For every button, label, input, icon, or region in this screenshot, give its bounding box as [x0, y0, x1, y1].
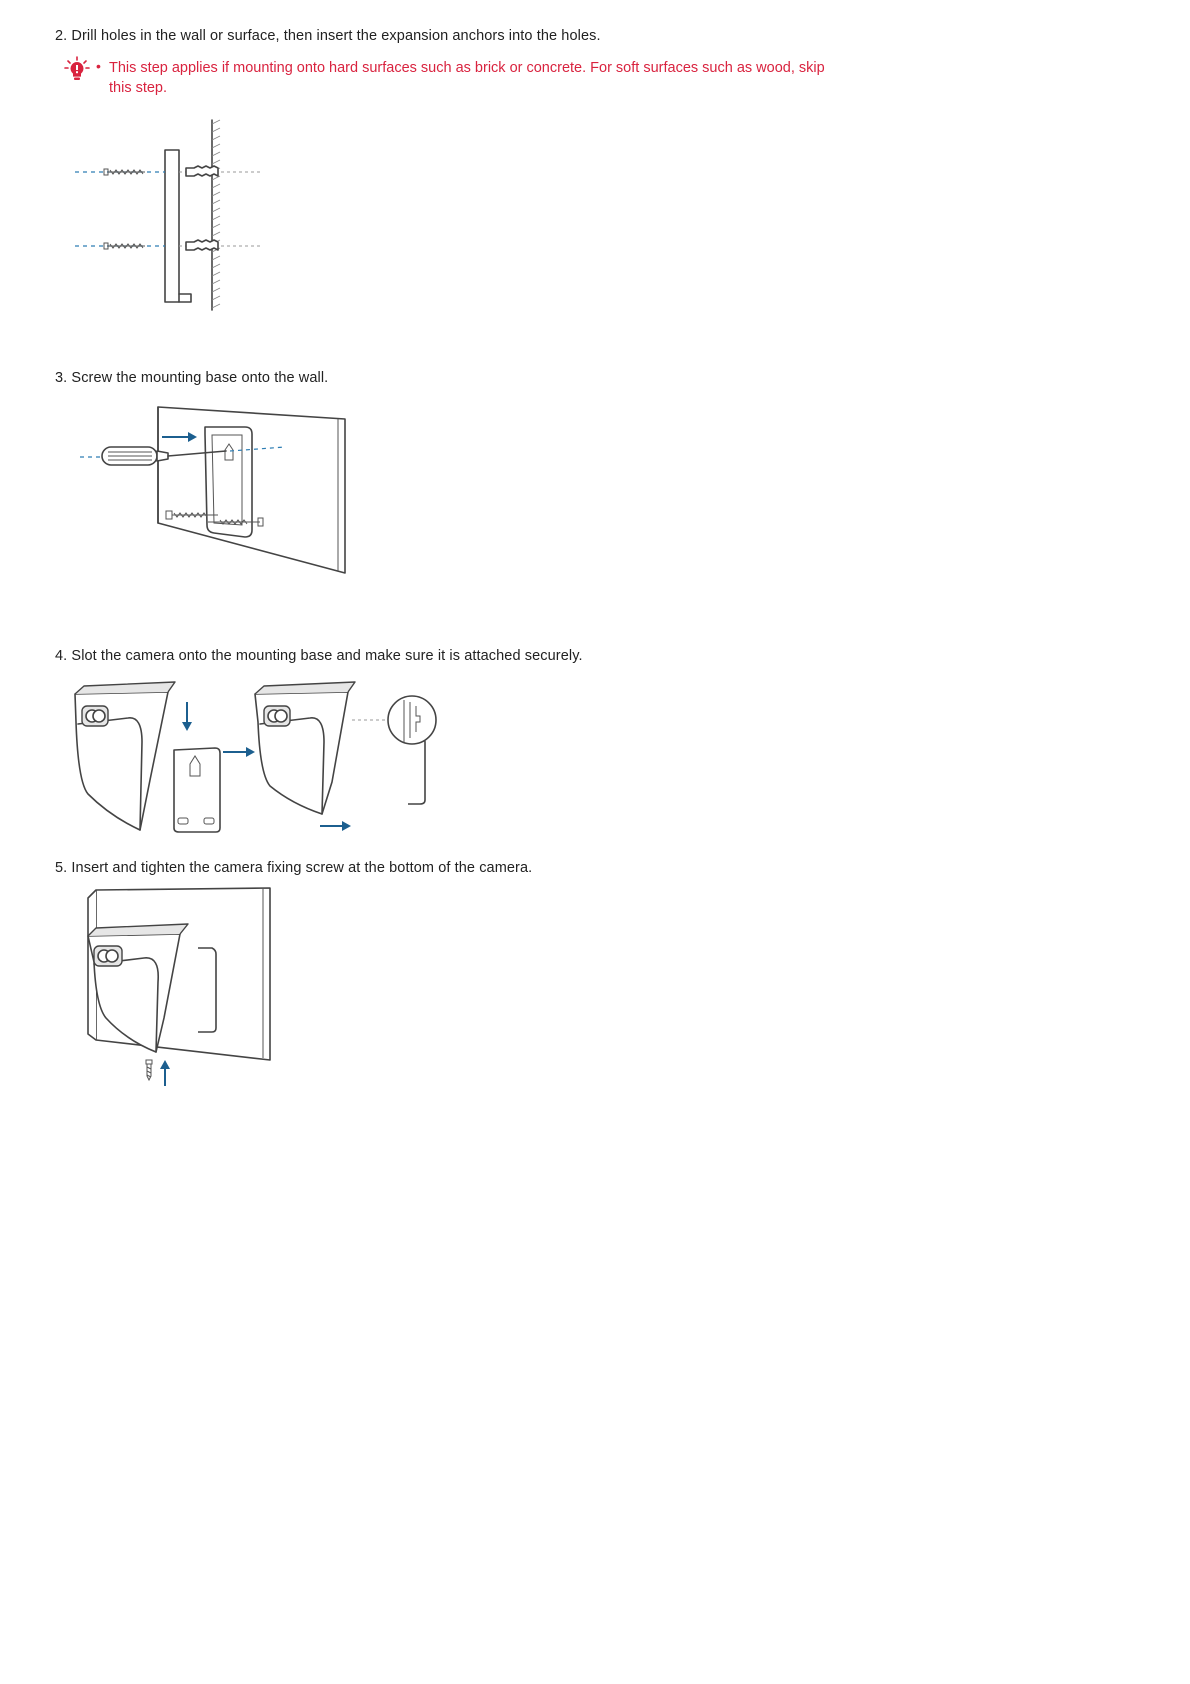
figure-slot-camera	[70, 682, 450, 832]
tip-bullet: •	[96, 58, 101, 74]
step-4-text: 4. Slot the camera onto the mounting base and make sure it is attached securely.	[55, 648, 583, 664]
figure-screw-base	[70, 405, 370, 585]
step-5-text: 5. Insert and tighten the camera fixing screw at the bottom of the camera.	[55, 860, 533, 876]
figure-fixing-screw	[80, 888, 300, 1088]
step-2-text: 2. Drill holes in the wall or surface, then insert the expansion anchors into the holes.	[55, 28, 601, 44]
lightbulb-tip-icon	[64, 56, 90, 82]
figure-drill-holes	[70, 120, 270, 320]
step-3-text: 3. Screw the mounting base onto the wall.	[55, 370, 329, 386]
tip-text: This step applies if mounting onto hard surfaces such as brick or concrete. For soft surfaces such as wood, skip this step.	[109, 60, 825, 96]
